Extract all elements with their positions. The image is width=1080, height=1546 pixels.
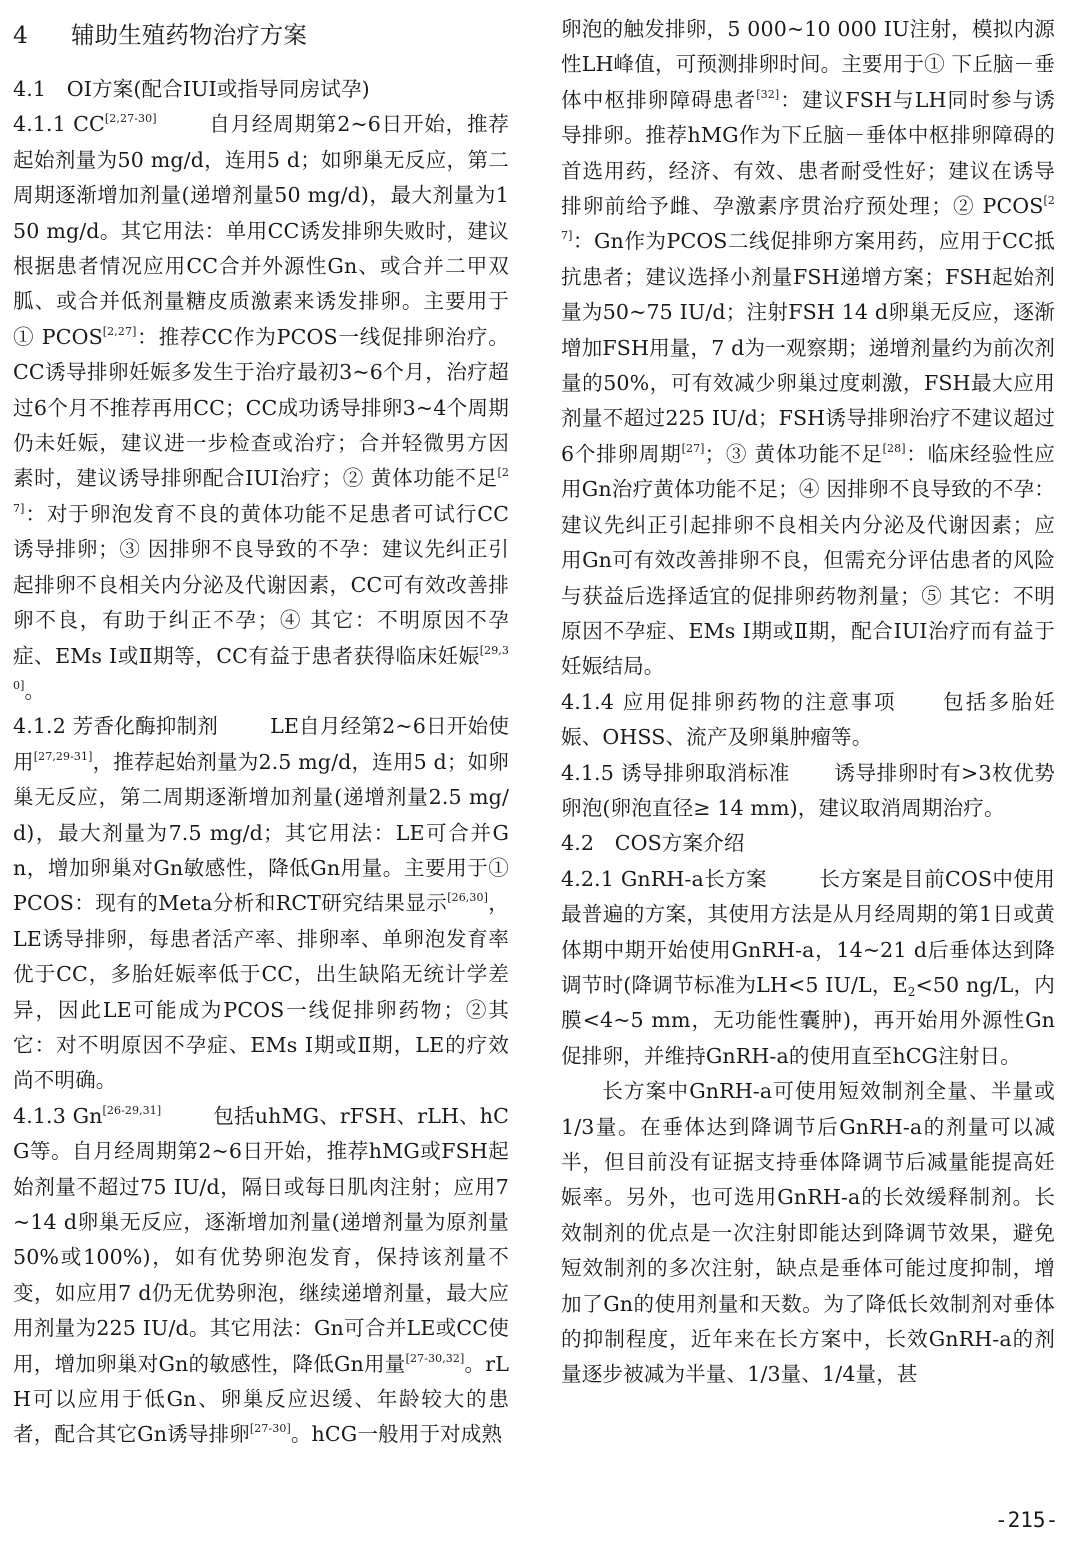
text: ：推荐CC作为PCOS一线促排卵治疗。CC诱导排卵妊娠多发生于治疗最初3~6个月，治疗超过6个月不推荐再用CC；CC成功诱导排卵3~4个周期仍未妊娠，建议进一步检查或治疗；合并轻微男方因素时，建议诱导排卵配合IUI治疗；② 黄体功能不足	[13, 324, 509, 491]
text: 卵泡的触发排卵，5 000~10 000 IU注射，模拟内源性LH峰值，可预测排卵时间。主要用于① 下丘脑－垂体中枢排卵障碍患者	[561, 17, 1055, 112]
text: ：对于卵泡发育不良的黄体功能不足患者可试行CC诱导排卵；③ 因排卵不良导致的不孕：建议先纠正引起排卵不良相关内分泌及代谢因素，CC可有效改善排卵不良，有助于纠正不孕；④ 其它：不明原因不孕症、EMs Ⅰ或Ⅱ期等，CC有益于患者获得临床妊娠	[13, 501, 509, 668]
page-number: -215-	[995, 1508, 1059, 1532]
citation: [32]	[756, 87, 780, 101]
citation: [27]	[681, 441, 705, 455]
text: 自月经周期第2~6日开始，推荐起始剂量为50 mg/d，连用5 d；如卵巢无反应，第二周期逐渐增加剂量(递增剂量50 mg/d)，最大剂量为150 mg/d。其它用法：单用CC诱发排卵失败时，建议根据患者情况应用CC合并外源性Gn、或合并二甲双胍、或合并低剂量糖皮质激素来诱发排卵。主要用于① PCOS	[13, 112, 509, 349]
citation: [27]	[13, 466, 509, 515]
subsection-4-1-4-heading: 4.1.4 应用促排卵药物的注意事项	[561, 689, 897, 714]
citation: [28]	[882, 441, 906, 455]
text: ：建议FSH与LH同时参与诱导排卵。推荐hMG作为下丘脑－垂体中枢排卵障碍的首选用药，经济、有效、患者耐受性好；建议在诱导排卵前给予雌、孕激素序贯治疗预处理；② PCOS	[561, 87, 1056, 219]
paragraph-4-2-1-cont: 长方案中GnRH-a可使用短效制剂全量、半量或1/3量。在垂体达到降调节后GnRH-a的剂量可以减半，但目前没有证据支持垂体降调节后减量能提高妊娠率。另外，也可选用GnRH-a的长效缓释制剂。长效制剂的优点是一次注射即能达到降调节效果，避免短效制剂的多次注射，缺点是垂体可能过度抑制，增加了Gn的使用剂量和天数。为了降低长效制剂对垂体的抑制程度，近年来在长方案中，长效GnRH-a的剂量逐步被减为半量、1/3量、1/4量，甚	[561, 1079, 1055, 1387]
citation: [29,30]	[13, 643, 509, 692]
text: 。rLH可以应用于低Gn、卵巢反应迟缓、年龄较大的患者，配合其它Gn诱导排卵	[13, 1351, 509, 1447]
subsection-4-1-2-heading: 4.1.2 芳香化酶抑制剂	[13, 714, 219, 739]
section-4-2-heading: 4.2 COS方案介绍	[561, 831, 745, 856]
text: 长方案是目前COS中使用最普遍的方案，其使用方法是从月经周期的第1日或黄体期中期开始使用GnRH-a，14~21 d后垂体达到降调节时(降调节标准为LH<5 IU/L，E	[561, 866, 1055, 997]
subsection-4-1-3-heading: 4.1.3 Gn	[13, 1103, 103, 1128]
right-column	[561, 12, 1055, 1393]
citation: [27-30,32]	[405, 1351, 465, 1365]
citation: [27-30]	[249, 1422, 291, 1436]
text: <50 ng/L，内膜<4~5 mm，无功能性囊肿)，再开始用外源性Gn促排卵，并维持GnRH-a的使用直至hCG注射日。	[561, 972, 1055, 1068]
citation: [27,29-31]	[33, 749, 93, 763]
subsection-4-1-5-heading: 4.1.5 诱导排卵取消标准	[561, 760, 790, 785]
citation: [27]	[561, 194, 1055, 243]
text: 包括多胎妊娠、OHSS、流产及卵巢肿瘤等。	[561, 689, 1056, 750]
text: 。	[24, 678, 46, 703]
paragraph-4-1-5	[561, 756, 1055, 827]
text: ，LE诱导排卵，每患者活产率、排卵率、单卵泡发育率优于CC，多胎妊娠率低于CC，出生缺陷无统计学差异，因此LE可能成为PCOS一线促排卵药物；②其它：对不明原因不孕症、EMs Ⅰ期或Ⅱ期，LE的疗效尚不明确。	[13, 891, 509, 1093]
subsection-4-2-1-heading: 4.2.1 GnRH-a长方案	[561, 866, 767, 891]
paragraph-4-1-4	[561, 685, 1055, 756]
text: ；③ 黄体功能不足	[704, 441, 883, 466]
section-4-heading	[13, 12, 509, 58]
citation: [2,27]	[102, 324, 137, 338]
text: ：临床经验性应用Gn治疗黄体功能不足；④ 因排卵不良导致的不孕：建议先纠正引起排卵不良相关内分泌及代谢因素；应用Gn可有效改善排卵不良，但需充分评估患者的风险与获益后选择适宜的促排卵药物剂量；⑤ 其它：不明原因不孕症、EMs Ⅰ期或Ⅱ期，配合IUI治疗而有益于妊娠结局。	[561, 441, 1055, 679]
citation: [26,30]	[447, 891, 488, 905]
left-column	[13, 12, 509, 1453]
paragraph-4-1-2	[13, 709, 509, 1098]
citation: [2,27-30]	[104, 112, 157, 126]
text: LE自月经第2~6日开始使用	[13, 714, 510, 774]
citation: [26-29,31]	[102, 1103, 162, 1117]
text: ：Gn作为PCOS二线促排卵方案用药，应用于CC抵抗患者；建议选择小剂量FSH递增方案；FSH起始剂量为50~75 IU/d；注射FSH 14 d卵巢无反应，逐渐增加FSH用量，7 d为一观察期；递增剂量约为前次剂量的50%，可有效减少卵巢过度刺激，FSH最大应用剂量不超过225 IU/d；FSH诱导排卵治疗不建议超过6个排卵周期	[561, 229, 1055, 466]
paragraph-4-2-1	[561, 862, 1055, 1074]
text: 诱导排卵时有>3枚优势卵泡(卵泡直径≥ 14 mm)，建议取消周期治疗。	[561, 760, 1055, 820]
text: 。hCG一般用于对成熟	[290, 1422, 503, 1447]
subscript: 2	[907, 984, 916, 999]
section-title: 辅助生殖药物治疗方案	[71, 21, 307, 49]
paragraph-4-1-3-continued	[561, 12, 1055, 685]
paragraph-4-1-1	[13, 107, 509, 709]
subsection-4-1-1-heading: 4.1.1 CC	[13, 112, 105, 137]
section-4-1-heading: 4.1 OI方案(配合IUI或指导同房试孕)	[13, 77, 370, 101]
text: ，推荐起始剂量为2.5 mg/d，连用5 d；如卵巢无反应，第二周期逐渐增加剂量(递增剂量2.5 mg/d)，最大剂量为7.5 mg/d；其它用法：LE可合并Gn，增加卵巢对Gn敏感性，降低Gn用量。主要用于① PCOS：现有的Meta分析和RCT研究结果显示	[13, 749, 509, 916]
section-number: 4	[13, 21, 29, 49]
text: 包括uhMG、rFSH、rLH、hCG等。自月经周期第2~6日开始，推荐hMG或FSH起始剂量不超过75 IU/d，隔日或每日肌肉注射；应用7~14 d卵巢无反应，逐渐增加剂量(递增剂量为原剂量50%或100%)，如有优势卵泡发育，保持该剂量不变，如应用7 d仍无优势卵泡，继续递增剂量，最大应用剂量为225 IU/d。其它用法：Gn可合并LE或CC使用，增加卵巢对Gn的敏感性，降低Gn用量	[13, 1103, 509, 1376]
paragraph-4-1-3	[13, 1099, 509, 1453]
